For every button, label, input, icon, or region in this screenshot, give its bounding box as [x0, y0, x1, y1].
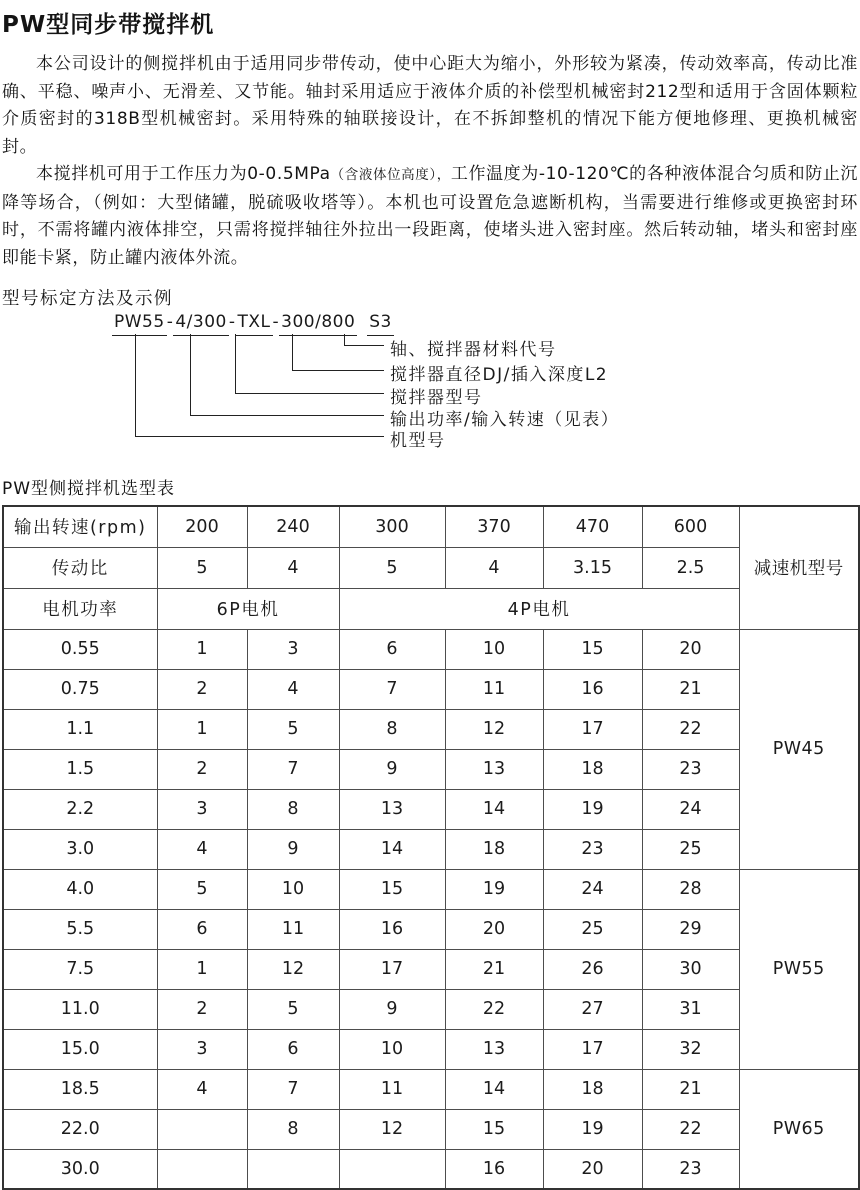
connector-line [135, 334, 384, 437]
value-cell: 6 [247, 1029, 339, 1069]
value-cell: 8 [247, 1109, 339, 1149]
model-cell: PW55 [739, 869, 859, 1069]
header-cell: 2.5 [642, 547, 739, 588]
code-separator: - [166, 312, 174, 332]
power-cell: 2.2 [3, 789, 157, 829]
header-cell: 300 [339, 506, 445, 547]
value-cell: 24 [642, 789, 739, 829]
value-cell: 22 [642, 1109, 739, 1149]
power-cell: 1.1 [3, 709, 157, 749]
value-cell: 25 [543, 909, 642, 949]
value-cell: 5 [157, 869, 247, 909]
intro-paragraph: 本公司设计的侧搅拌机由于适用同步带传动，使中心距大为缩小，外形较为紧凑，传动效率高，传动比准确、平稳、噪声小、无滑差、又节能。轴封采用适应于液体介质的补偿型机械密封212型和适用于含固体颗粒介质密封的318B型机械密封。采用特殊的轴联接设计，在不拆卸整机的情况下能方便地修理、更换机械密封。 [2, 54, 858, 157]
header-cell: 输出转速(rpm) [3, 506, 157, 547]
value-cell: 14 [445, 789, 543, 829]
header-cell-4p-motor: 4P电机 [339, 588, 739, 629]
value-cell: 31 [642, 989, 739, 1029]
spec-paragraph-post: 工作温度为-10-120℃的各种液体混合匀质和防止沉降等场合，（例如：大型储罐，脱硫吸收塔等）。本机也可设置危急遮断机构，当需要进行维修或更换密封环时，不需将罐内液体排空，只需将搅拌轴往外拉出一段距离，使堵头进入密封座。然后转动轴，堵头和密封座即能卡紧，防止罐内液体外流。 [2, 164, 859, 268]
spec-paragraph-pre: 本搅拌机可用于工作压力为0-0.5MPa [36, 164, 331, 184]
value-cell: 15 [339, 869, 445, 909]
table-row [3, 1109, 859, 1149]
code-segment-impeller-type: TXL [235, 312, 272, 336]
power-cell: 30.0 [3, 1149, 157, 1189]
power-cell: 11.0 [3, 989, 157, 1029]
value-cell: 11 [339, 1069, 445, 1109]
code-segment-diameter-depth: 300/800 [279, 312, 357, 336]
value-cell: 9 [339, 749, 445, 789]
header-cell-6p-motor: 6P电机 [157, 588, 339, 629]
value-cell: 1 [157, 949, 247, 989]
value-cell: 8 [339, 709, 445, 749]
value-cell: 13 [445, 749, 543, 789]
value-cell: 13 [445, 1029, 543, 1069]
value-cell: 2 [157, 669, 247, 709]
selection-table [2, 505, 860, 1190]
value-cell: 22 [642, 709, 739, 749]
header-row-motor-power [3, 588, 859, 629]
value-cell: 10 [445, 629, 543, 669]
value-cell: 6 [339, 629, 445, 669]
header-cell: 470 [543, 506, 642, 547]
value-cell: 23 [642, 1149, 739, 1189]
table-title: PW型侧搅拌机选型表 [2, 479, 176, 499]
value-cell: 27 [543, 989, 642, 1029]
value-cell: 28 [642, 869, 739, 909]
value-cell [157, 1149, 247, 1189]
table-row [3, 829, 859, 869]
header-cell: 200 [157, 506, 247, 547]
value-cell: 8 [247, 789, 339, 829]
designation-label-power-speed: 输出功率/输入转速（见表） [390, 410, 620, 430]
value-cell: 14 [445, 1069, 543, 1109]
value-cell: 12 [247, 949, 339, 989]
value-cell: 17 [339, 949, 445, 989]
value-cell: 22 [445, 989, 543, 1029]
value-cell: 7 [247, 749, 339, 789]
value-cell: 23 [543, 829, 642, 869]
page-title: PW型同步带搅拌机 [2, 12, 215, 38]
value-cell: 7 [247, 1069, 339, 1109]
value-cell: 13 [339, 789, 445, 829]
header-cell: 5 [157, 547, 247, 588]
value-cell: 15 [543, 629, 642, 669]
value-cell: 9 [339, 989, 445, 1029]
table-row [3, 669, 859, 709]
spec-paragraph [2, 161, 858, 272]
code-segment-machine-model: PW55 [112, 312, 167, 336]
value-cell: 4 [157, 1069, 247, 1109]
header-cell: 4 [445, 547, 543, 588]
table-row [3, 789, 859, 829]
value-cell: 4 [157, 829, 247, 869]
model-code [112, 312, 394, 336]
power-cell: 0.55 [3, 629, 157, 669]
value-cell [247, 1149, 339, 1189]
power-cell: 3.0 [3, 829, 157, 869]
value-cell: 18 [543, 1069, 642, 1109]
value-cell: 20 [642, 629, 739, 669]
value-cell: 4 [247, 669, 339, 709]
designation-label-impeller-type: 搅拌器型号 [390, 388, 483, 408]
value-cell: 1 [157, 709, 247, 749]
value-cell: 10 [247, 869, 339, 909]
value-cell: 19 [543, 789, 642, 829]
value-cell: 15 [445, 1109, 543, 1149]
value-cell: 18 [543, 749, 642, 789]
model-cell: PW45 [739, 629, 859, 869]
value-cell: 17 [543, 709, 642, 749]
value-cell: 10 [339, 1029, 445, 1069]
value-cell: 16 [543, 669, 642, 709]
value-cell: 9 [247, 829, 339, 869]
power-cell: 7.5 [3, 949, 157, 989]
value-cell: 16 [339, 909, 445, 949]
table-row [3, 629, 859, 669]
header-cell: 370 [445, 506, 543, 547]
value-cell: 11 [445, 669, 543, 709]
table-row [3, 909, 859, 949]
value-cell: 29 [642, 909, 739, 949]
designation-label-material: 轴、搅拌器材料代号 [390, 340, 557, 360]
value-cell: 5 [247, 989, 339, 1029]
designation-label-machine-model: 机型号 [390, 431, 446, 451]
table-row [3, 1029, 859, 1069]
table-row [3, 989, 859, 1029]
value-cell: 16 [445, 1149, 543, 1189]
value-cell: 19 [445, 869, 543, 909]
value-cell: 25 [642, 829, 739, 869]
value-cell: 3 [247, 629, 339, 669]
table-row [3, 709, 859, 749]
model-designation-heading: 型号标定方法及示例 [2, 289, 173, 309]
value-cell: 17 [543, 1029, 642, 1069]
model-cell: PW65 [739, 1069, 859, 1189]
value-cell: 12 [445, 709, 543, 749]
power-cell: 18.5 [3, 1069, 157, 1109]
value-cell: 2 [157, 989, 247, 1029]
spec-paragraph-parenthetical: （含液体位高度）， [330, 167, 451, 183]
value-cell: 6 [157, 909, 247, 949]
header-cell: 传动比 [3, 547, 157, 588]
table-row [3, 869, 859, 909]
code-segment-power-speed: 4/300 [173, 312, 229, 336]
code-separator: - [228, 312, 236, 332]
power-cell: 15.0 [3, 1029, 157, 1069]
value-cell: 24 [543, 869, 642, 909]
value-cell: 5 [247, 709, 339, 749]
value-cell: 32 [642, 1029, 739, 1069]
value-cell [339, 1149, 445, 1189]
value-cell: 26 [543, 949, 642, 989]
value-cell: 11 [247, 909, 339, 949]
value-cell: 30 [642, 949, 739, 989]
header-cell: 电机功率 [3, 588, 157, 629]
value-cell: 14 [339, 829, 445, 869]
header-cell: 240 [247, 506, 339, 547]
header-cell: 3.15 [543, 547, 642, 588]
value-cell: 1 [157, 629, 247, 669]
value-cell: 2 [157, 749, 247, 789]
value-cell: 21 [642, 1069, 739, 1109]
table-row [3, 1069, 859, 1109]
header-cell-reducer-model: 减速机型号 [739, 506, 859, 629]
value-cell: 3 [157, 789, 247, 829]
value-cell: 20 [543, 1149, 642, 1189]
header-cell: 5 [339, 547, 445, 588]
model-designation-diagram [2, 312, 858, 470]
power-cell: 0.75 [3, 669, 157, 709]
header-row-ratio [3, 547, 859, 588]
table-row [3, 749, 859, 789]
code-separator: - [272, 312, 280, 332]
table-row [3, 949, 859, 989]
value-cell [157, 1109, 247, 1149]
value-cell: 21 [445, 949, 543, 989]
value-cell: 18 [445, 829, 543, 869]
header-cell: 4 [247, 547, 339, 588]
power-cell: 1.5 [3, 749, 157, 789]
value-cell: 21 [642, 669, 739, 709]
value-cell: 7 [339, 669, 445, 709]
value-cell: 20 [445, 909, 543, 949]
header-row-output-speed [3, 506, 859, 547]
table-row [3, 1149, 859, 1189]
power-cell: 22.0 [3, 1109, 157, 1149]
value-cell: 12 [339, 1109, 445, 1149]
designation-label-diameter-depth: 搅拌器直径DJ/插入深度L2 [390, 365, 609, 385]
power-cell: 4.0 [3, 869, 157, 909]
header-cell: 600 [642, 506, 739, 547]
code-segment-material: S3 [367, 312, 394, 336]
value-cell: 23 [642, 749, 739, 789]
value-cell: 3 [157, 1029, 247, 1069]
power-cell: 5.5 [3, 909, 157, 949]
value-cell: 19 [543, 1109, 642, 1149]
